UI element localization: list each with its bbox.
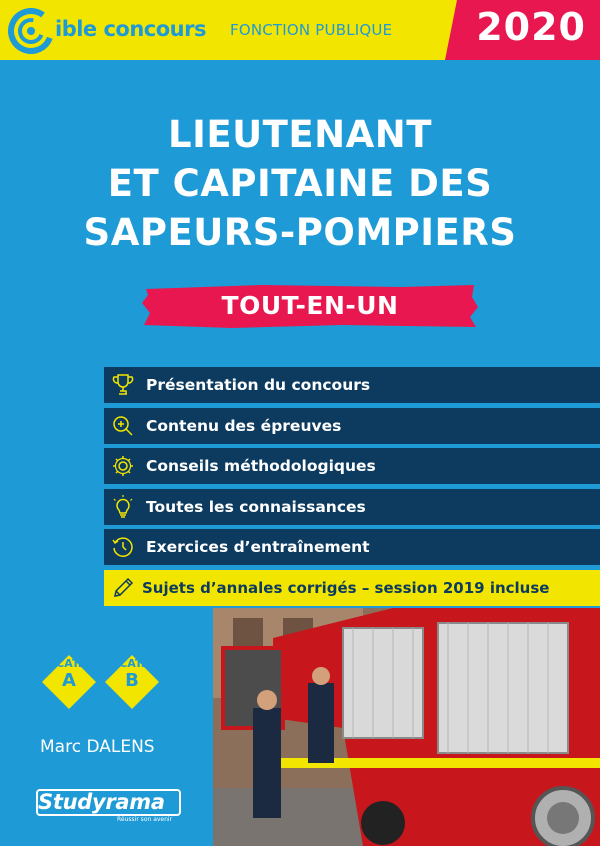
fire-truck-photo [213, 608, 600, 846]
book-title [0, 110, 600, 257]
cible-logo-icon [8, 8, 54, 54]
feature-item [104, 448, 600, 484]
magnifier-plus-icon [110, 413, 136, 439]
pencil-icon [110, 575, 136, 601]
feature-item-highlight [104, 570, 600, 606]
category-b-label: CAT. B [119, 657, 145, 691]
feature-label: Contenu des épreuves [146, 416, 342, 435]
feature-item [104, 529, 600, 565]
feature-item [104, 408, 600, 444]
title-line-1: LIEUTENANT [168, 113, 432, 156]
collection-subtitle: FONCTION PUBLIQUE [230, 21, 393, 39]
feature-label: Présentation du concours [146, 376, 371, 394]
title-line-3: SAPEURS-POMPIERS [83, 211, 517, 254]
feature-item [104, 367, 600, 403]
publisher-tagline: Réussir son avenir [117, 816, 173, 823]
trophy-icon [110, 372, 136, 398]
feature-label: Sujets d’annales corrigés – session 2019 incluse [142, 578, 550, 597]
lightbulb-icon [110, 494, 136, 520]
author-name: Marc DALENS [40, 737, 155, 757]
category-a-label: CAT. A [56, 657, 82, 691]
collection-brand: ible concours [55, 17, 206, 41]
publisher-logo: Studyrama [38, 790, 165, 814]
clock-icon [110, 534, 136, 560]
title-line-2: ET CAPITAINE DES [107, 162, 493, 205]
subtitle: TOUT-EN-UN [221, 291, 399, 320]
feature-label: Conseils méthodologiques [146, 457, 376, 476]
feature-item [104, 489, 600, 525]
feature-label: Exercices d’entraînement [146, 538, 370, 557]
feature-label: Toutes les connaissances [146, 497, 366, 516]
feature-list [104, 367, 600, 611]
gear-icon [110, 453, 136, 479]
edition-year: 2020 [476, 5, 586, 49]
